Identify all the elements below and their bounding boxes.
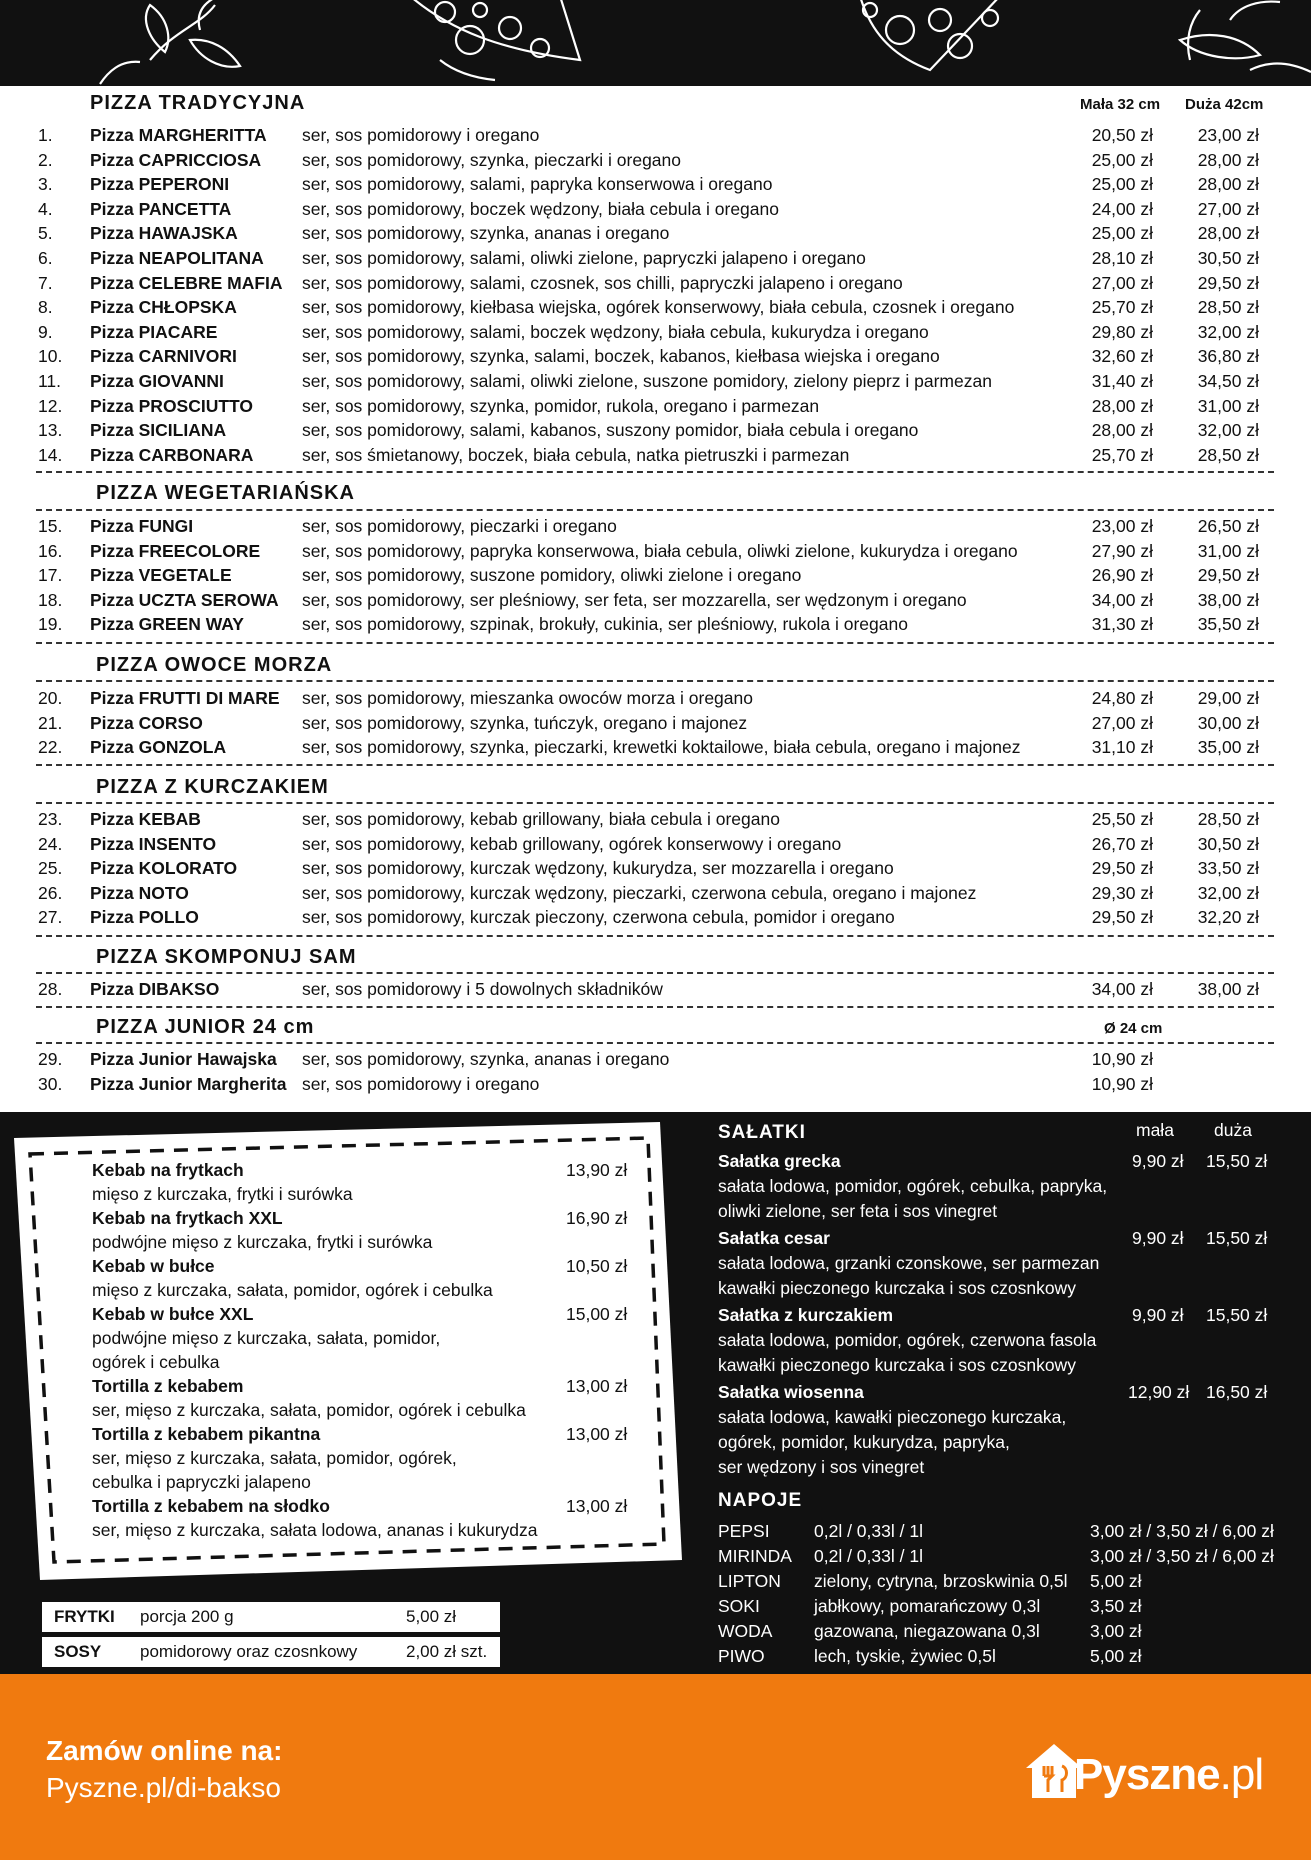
salad-item: Sałatka cesar sałata lodowa, grzanki czonskowe, ser parmezan kawałki pieczonego kurczaka i sos czosnkowy	[718, 1228, 1100, 1298]
menu-row: 22. Pizza GONZOLA ser, sos pomidorowy, szynka, pieczarki, krewetki koktailowe, biała cebula, oregano i majonez 31,10 zł 35,00 zł	[38, 737, 1259, 758]
section-title-seafood: PIZZA OWOCE MORZA	[96, 654, 333, 676]
dashed-divider	[36, 642, 1274, 644]
salad-price-small: 9,90 zł	[1132, 1305, 1184, 1325]
menu-row: 23. Pizza KEBAB ser, sos pomidorowy, kebab grillowany, biała cebula i oregano 25,50 zł 28,50 zł	[38, 809, 1259, 829]
menu-row: 15. Pizza FUNGI ser, sos pomidorowy, pieczarki i oregano 23,00 zł 26,50 zł	[38, 516, 1259, 536]
order-online-title: Zamów online na:	[46, 1735, 283, 1766]
kebab-item: Kebab na frytkach mięso z kurczaka, frytki i surówka	[92, 1160, 353, 1204]
kebab-price: 10,50 zł	[566, 1256, 628, 1276]
salad-price-large: 16,50 zł	[1206, 1382, 1268, 1402]
menu-row: 8. Pizza CHŁOPSKA ser, sos pomidorowy, kiełbasa wiejska, ogórek konserwowy, biała cebula, czosnek i oregano 25,70 zł 28,50 zł	[38, 297, 1259, 318]
dashed-divider	[36, 509, 1274, 511]
menu-row: 16. Pizza FREECOLORE ser, sos pomidorowy, papryka konserwowa, biała cebula, oliwki zielone, kukurydza i oregano 27,90 zł 31,00 zł	[38, 540, 1259, 561]
kebab-price: 13,00 zł	[566, 1376, 628, 1396]
kebab-item: Tortilla z kebabem pikantna ser, mięso z kurczaka, sałata, pomidor, ogórek, cebulka i papryczki jalapeno	[92, 1424, 457, 1492]
salad-price-large: 15,50 zł	[1206, 1151, 1268, 1171]
menu-row: 24. Pizza INSENTO ser, sos pomidorowy, kebab grillowany, ogórek konserwowy i oregano 26,70 zł 30,50 zł	[38, 833, 1259, 854]
menu-row: 25. Pizza KOLORATO ser, sos pomidorowy, kurczak wędzony, kukurydza, ser mozzarella i oregano 29,50 zł 33,50 zł	[38, 858, 1259, 879]
pyszne-logo-text: Pyszne.pl	[1074, 1750, 1264, 1799]
dashed-divider	[36, 1042, 1274, 1044]
salad-price-small: 12,90 zł	[1128, 1382, 1190, 1402]
section-title-drinks: NAPOJE	[718, 1490, 803, 1511]
salad-price-large: 15,50 zł	[1206, 1305, 1268, 1325]
section-title-salads: SAŁATKI	[718, 1122, 806, 1143]
kebab-price: 13,90 zł	[566, 1160, 628, 1180]
kebab-item: Kebab na frytkach XXL podwójne mięso z kurczaka, frytki i surówka	[92, 1208, 433, 1252]
salad-col-small: mała	[1136, 1120, 1174, 1140]
kebab-item: Tortilla z kebabem na słodko ser, mięso z kurczaka, sałata lodowa, ananas i kukurydza	[92, 1496, 538, 1540]
dashed-divider	[36, 1006, 1274, 1008]
menu-row: 28. Pizza DIBAKSO ser, sos pomidorowy i 5 dowolnych składników 34,00 zł 38,00 zł	[38, 979, 1259, 999]
menu-row: 5. Pizza HAWAJSKA ser, sos pomidorowy, szynka, ananas i oregano 25,00 zł 28,00 zł	[38, 223, 1259, 244]
menu-row: 2. Pizza CAPRICCIOSA ser, sos pomidorowy, szynka, pieczarki i oregano 25,00 zł 28,00 zł	[38, 149, 1259, 170]
top-decor-band	[0, 0, 1311, 86]
section-title-traditional: PIZZA TRADYCYJNA	[90, 92, 306, 114]
kebab-price: 15,00 zł	[566, 1304, 628, 1324]
menu-row: 6. Pizza NEAPOLITANA ser, sos pomidorowy, salami, oliwki zielone, papryczki jalapeno i oregano 28,10 zł 30,50 zł	[38, 248, 1259, 268]
col-header-large: Duża 42cm	[1185, 96, 1264, 113]
salad-item: Sałatka wiosenna sałata lodowa, kawałki pieczonego kurczaka, ogórek, pomidor, kukurydza, papryka, ser wędzony i sos vinegret	[718, 1382, 1067, 1477]
menu-row: 11. Pizza GIOVANNI ser, sos pomidorowy, salami, oliwki zielone, suszone pomidory, zielony pieprz i parmezan 31,40 zł 34,50 zł	[38, 371, 1259, 391]
dashed-divider	[36, 802, 1274, 804]
section-title-vegetarian: PIZZA WEGETARIAŃSKA	[96, 482, 355, 504]
menu-row: 30. Pizza Junior Margherita ser, sos pomidorowy i oregano 10,90 zł	[38, 1073, 1153, 1094]
menu-row: 17. Pizza VEGETALE ser, sos pomidorowy, suszone pomidory, oliwki zielone i oregano 26,90 zł 29,50 zł	[38, 565, 1259, 586]
menu-row: 12. Pizza PROSCIUTTO ser, sos pomidorowy, szynka, pomidor, rukola, oregano i parmezan 28,00 zł 31,00 zł	[38, 395, 1259, 416]
menu-row: 7. Pizza CELEBRE MAFIA ser, sos pomidorowy, salami, czosnek, sos chilli, papryczki jalapeno i oregano 27,00 zł 29,50 zł	[38, 272, 1259, 293]
order-online-footer	[0, 1674, 1311, 1860]
section-title-custom: PIZZA SKOMPONUJ SAM	[96, 946, 357, 968]
col-header-junior: Ø 24 cm	[1104, 1020, 1163, 1037]
salad-item: Sałatka z kurczakiem sałata lodowa, pomidor, ogórek, czerwona fasola kawałki pieczonego kurczaka i sos czosnkowy	[718, 1305, 1097, 1375]
kebab-item: Tortilla z kebabem ser, mięso z kurczaka, sałata, pomidor, ogórek i cebulka	[92, 1376, 526, 1420]
kebab-price: 13,00 zł	[566, 1424, 628, 1444]
salad-price-small: 9,90 zł	[1132, 1228, 1184, 1248]
salad-price-large: 15,50 zł	[1206, 1228, 1268, 1248]
dashed-divider	[36, 680, 1274, 682]
menu-row: 26. Pizza NOTO ser, sos pomidorowy, kurczak wędzony, pieczarki, czerwona cebula, oregano i majonez 29,30 zł 32,00 zł	[38, 882, 1259, 903]
menu-row: 13. Pizza SICILIANA ser, sos pomidorowy, salami, kabanos, suszony pomidor, biała cebula i oregano 28,00 zł 32,00 zł	[38, 420, 1259, 441]
section-title-chicken: PIZZA Z KURCZAKIEM	[96, 776, 329, 798]
drink-row: LIPTON zielony, cytryna, brzoskwinia 0,5l 5,00 zł	[718, 1571, 1142, 1591]
menu-row: 27. Pizza POLLO ser, sos pomidorowy, kurczak pieczony, czerwona cebula, pomidor i oregano 29,50 zł 32,20 zł	[38, 907, 1259, 928]
drink-row: SOKI jabłkowy, pomarańczowy 0,3l 3,50 zł	[718, 1596, 1142, 1616]
order-online-url[interactable]: Pyszne.pl/di-bakso	[46, 1772, 282, 1803]
dashed-divider	[36, 471, 1274, 473]
menu-row: 29. Pizza Junior Hawajska ser, sos pomidorowy, szynka, ananas i oregano 10,90 zł	[38, 1049, 1153, 1069]
menu-row: 4. Pizza PANCETTA ser, sos pomidorowy, boczek wędzony, biała cebula i oregano 24,00 zł 27,00 zł	[38, 198, 1259, 219]
menu-row: 19. Pizza GREEN WAY ser, sos pomidorowy, szpinak, brokuły, cukinia, ser pleśniowy, rukola i oregano 31,30 zł 35,50 zł	[38, 614, 1259, 635]
dashed-divider	[36, 764, 1274, 766]
drink-row: PIWO lech, tyskie, żywiec 0,5l 5,00 zł	[718, 1646, 1142, 1666]
menu-row: 1. Pizza MARGHERITTA ser, sos pomidorowy i oregano 20,50 zł 23,00 zł	[38, 125, 1259, 145]
kebab-item: Kebab w bułce XXL podwójne mięso z kurczaka, sałata, pomidor, ogórek i cebulka	[92, 1304, 441, 1372]
chalk-pizza-decor-icon	[0, 0, 1311, 86]
kebab-price: 16,90 zł	[566, 1208, 628, 1228]
menu-row: 20. Pizza FRUTTI DI MARE ser, sos pomidorowy, mieszanka owoców morza i oregano 24,80 zł 29,00 zł	[38, 688, 1259, 708]
salad-col-large: duża	[1214, 1120, 1252, 1140]
menu-row: 10. Pizza CARNIVORI ser, sos pomidorowy, szynka, salami, boczek, kabanos, kiełbasa wiejska i oregano 32,60 zł 36,80 zł	[38, 346, 1259, 367]
menu-row: 18. Pizza UCZTA SEROWA ser, sos pomidorowy, ser pleśniowy, ser feta, ser mozzarella, ser wędzonym i oregano 34,00 zł 38,00 zł	[38, 589, 1259, 610]
side-row-fries: FRYTKI porcja 200 g 5,00 zł	[42, 1602, 500, 1632]
col-header-small: Mała 32 cm	[1080, 96, 1161, 113]
drink-row: WODA gazowana, niegazowana 0,3l 3,00 zł	[718, 1621, 1142, 1641]
menu-row: 9. Pizza PIACARE ser, sos pomidorowy, salami, boczek wędzony, biała cebula, kukurydza i oregano 29,80 zł 32,00 zł	[38, 321, 1259, 342]
salad-item: Sałatka grecka sałata lodowa, pomidor, ogórek, cebulka, papryka, oliwki zielone, ser feta i sos vinegret	[718, 1151, 1108, 1221]
pizza-menu	[0, 86, 1311, 1106]
menu-row: 14. Pizza CARBONARA ser, sos śmietanowy, boczek, biała cebula, natka pietruszki i parmezan 25,70 zł 28,50 zł	[38, 444, 1259, 465]
dashed-divider	[36, 935, 1274, 937]
dashed-divider	[36, 972, 1274, 974]
kebab-price: 13,00 zł	[566, 1496, 628, 1516]
side-row-sauces: SOSY pomidorowy oraz czosnkowy 2,00 zł szt.	[42, 1637, 500, 1667]
drink-row: MIRINDA 0,2l / 0,33l / 1l 3,00 zł / 3,50 zł / 6,00 zł	[718, 1546, 1274, 1566]
menu-row: 3. Pizza PEPERONI ser, sos pomidorowy, salami, papryka konserwowa i oregano 25,00 zł 28,00 zł	[38, 174, 1259, 195]
salad-price-small: 9,90 zł	[1132, 1151, 1184, 1171]
section-title-junior: PIZZA JUNIOR 24 cm	[96, 1016, 315, 1038]
kebab-item: Kebab w bułce mięso z kurczaka, sałata, pomidor, ogórek i cebulka	[92, 1256, 493, 1300]
drink-row: PEPSI 0,2l / 0,33l / 1l 3,00 zł / 3,50 zł / 6,00 zł	[718, 1521, 1274, 1541]
menu-row: 21. Pizza CORSO ser, sos pomidorowy, szynka, tuńczyk, oregano i majonez 27,00 zł 30,00 zł	[38, 712, 1259, 733]
